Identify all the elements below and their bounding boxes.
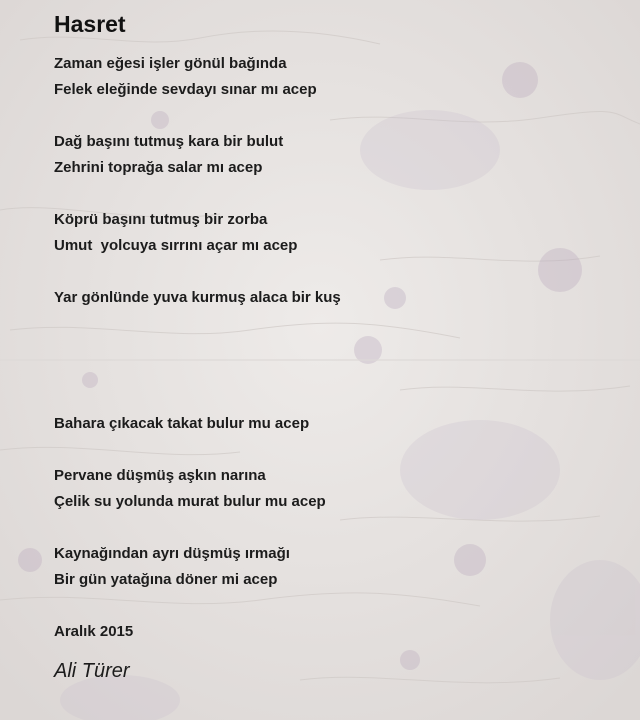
poem-title: Hasret (54, 11, 126, 37)
poem-line: Dağ başını tutmuş kara bir bulut (54, 133, 284, 150)
poem-line: Pervane düşmüş aşkın narına (54, 467, 266, 484)
poem-line: Zehrini toprağa salar mı acep (54, 159, 263, 176)
poem-line: Çelik su yolunda murat bulur mu acep (54, 493, 326, 510)
poem-author: Ali Türer (54, 660, 130, 682)
poem-line: Bir gün yatağına döner mi acep (54, 571, 278, 588)
poem-date: Aralık 2015 (54, 623, 134, 640)
poem-line: Kaynağından ayrı düşmüş ırmağı (54, 545, 290, 562)
poem-line: Umut yolcuya sırrını açar mı acep (54, 237, 298, 254)
poem-line: Yar gönlünde yuva kurmuş alaca bir kuş (54, 289, 341, 306)
poem-line: Zaman eğesi işler gönül bağında (54, 55, 287, 72)
poem-line: Felek eleğinde sevdayı sınar mı acep (54, 81, 317, 98)
poem-line: Köprü başını tutmuş bir zorba (54, 211, 268, 228)
poem-line: Bahara çıkacak takat bulur mu acep (54, 415, 310, 432)
